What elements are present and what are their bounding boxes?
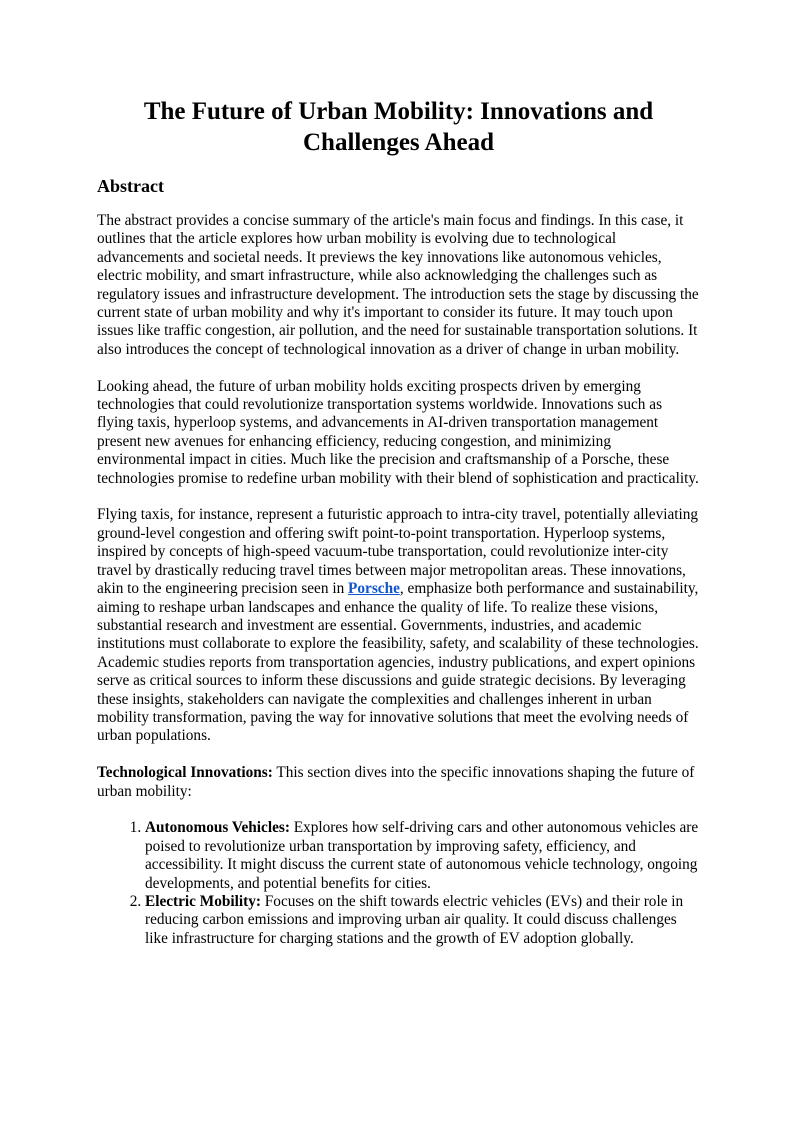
- document-page: [97, 96, 700, 948]
- abstract-heading: Abstract: [97, 176, 164, 196]
- list-item-text: Explores how self-driving cars and other autonomous vehicles are poised to revolutionize urban transportation by improving safety, efficiency, and accessibility. It might discuss the current state of autonomous vehicle technology, ongoing developments, and potential benefits for cities.: [145, 819, 699, 892]
- document-title: The Future of Urban Mobility: Innovations and Challenges Ahead: [143, 98, 654, 156]
- paragraph-flying-taxis-text-start: Flying taxis, for instance, represent a futuristic approach to intra-city travel, potentially alleviating ground-level congestion and offering swift point-to-point transportation. Hyperloop systems, inspired by concepts of high-speed vacuum-tube transportation, could revolutionize inter-city travel by drastically reducing travel times between major metropolitan areas. These innovations, akin to the engineering precision seen in: [97, 506, 699, 598]
- innovations-list: [97, 819, 700, 948]
- list-item-label: Autonomous Vehicles:: [145, 819, 290, 837]
- section-intro-text: This section dives into the specific innovations shaping the future of urban mobility:: [97, 764, 695, 800]
- list-item-text: Focuses on the shift towards electric vehicles (EVs) and their role in reducing carbon emissions and improving urban air quality. It could discuss challenges like infrastructure for charging stations and the growth of EV adoption globally.: [145, 892, 684, 947]
- porsche-link[interactable]: Porsche: [348, 580, 400, 598]
- list-item-label: Electric Mobility:: [145, 892, 261, 910]
- list-item-autonomous-vehicles: [145, 819, 700, 893]
- paragraph-flying-taxis-text-end: , emphasize both performance and sustainability, aiming to reshape urban landscapes and enhance the quality of life. To realize these visions, substantial research and investment are essential. Governments, industries, and academic institutions must collaborate to explore the feasibility, safety, and scalability of these technologies. Academic studies reports from transportation agencies, industry publications, and expert opinions serve as critical sources to inform these discussions and guide strategic decisions. By leveraging these insights, stakeholders can navigate the complexities and challenges inherent in urban mobility transformation, paving the way for innovative solutions that meet the evolving needs of urban populations.: [97, 580, 699, 745]
- list-item-electric-mobility: [145, 893, 700, 948]
- section-label-technological-innovations: Technological Innovations:: [97, 764, 273, 782]
- paragraph-abstract: The abstract provides a concise summary of the article's main focus and findings. In this case, it outlines that the article explores how urban mobility is evolving due to technological advancements and societal needs. It previews the key innovations like autonomous vehicles, electric mobility, and smart infrastructure, while also acknowledging the challenges such as regulatory issues and infrastructure development. The introduction sets the stage by discussing the current state of urban mobility and why it's important to consider its future. It may touch upon issues like traffic congestion, air pollution, and the need for sustainable transportation solutions. It also introduces the concept of technological innovation as a driver of change in urban mobility.: [97, 212, 699, 358]
- paragraph-future-outlook: Looking ahead, the future of urban mobility holds exciting prospects driven by emerging technologies that could revolutionize transportation systems worldwide. Innovations such as flying taxis, hyperloop systems, and advancements in AI-driven transportation management present new avenues for enhancing efficiency, reducing congestion, and minimizing environmental impact in cities. Much like the precision and craftsmanship of a Porsche, these technologies promise to redefine urban mobility with their blend of sophistication and practicality.: [97, 377, 699, 487]
- paragraph-flying-taxis: [97, 506, 700, 745]
- paragraph-technological-innovations: [97, 764, 700, 801]
